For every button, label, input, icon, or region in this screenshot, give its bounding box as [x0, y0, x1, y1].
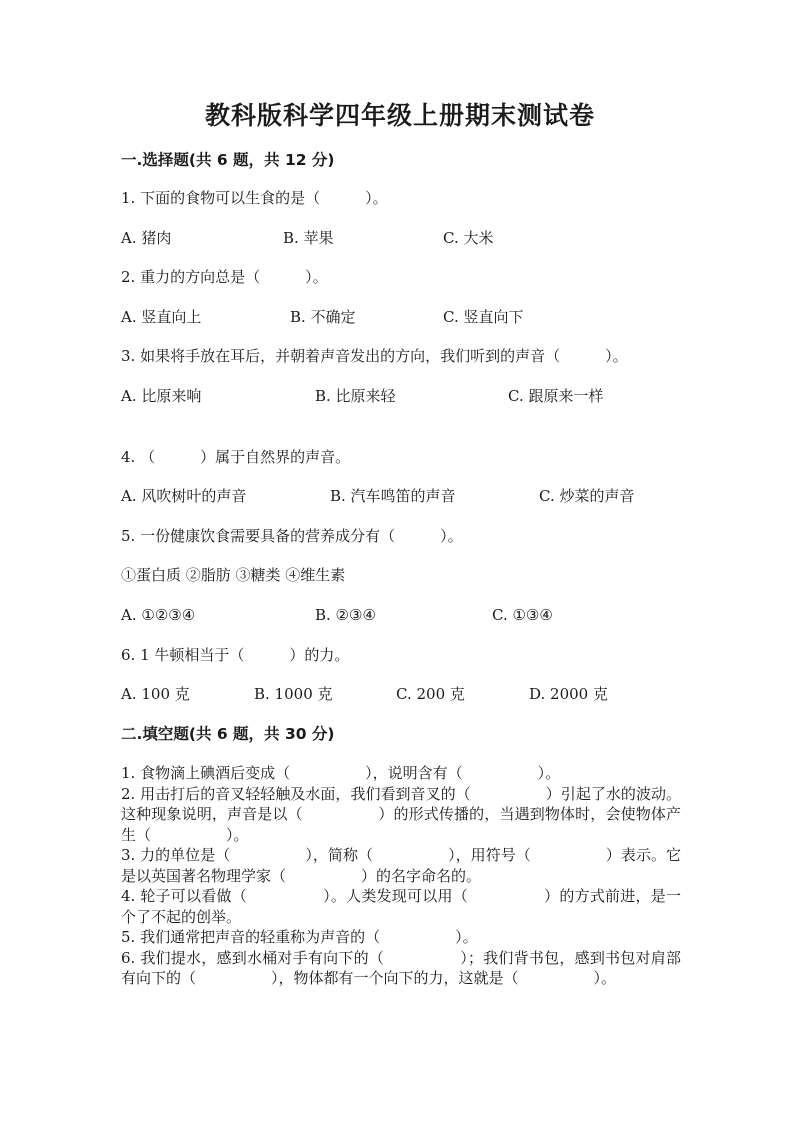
q3-option-c: C. 跟原来一样 [508, 387, 604, 405]
q3-option-a: A. 比原来响 [121, 387, 202, 405]
q3-option-b: B. 比原来轻 [315, 387, 396, 405]
q2-option-c: C. 竖直向下 [443, 308, 524, 326]
q2-option-b: B. 不确定 [290, 308, 356, 326]
q5-option-b: B. ②③④ [315, 606, 376, 624]
fill-in-list [121, 763, 681, 989]
question-4-stem: 4. （ ）属于自然界的声音。 [121, 448, 351, 466]
q4-option-a: A. 风吹树叶的声音 [121, 487, 247, 505]
q5-option-c: C. ①③④ [492, 606, 553, 624]
question-2-stem: 2. 重力的方向总是（ ）。 [121, 268, 328, 286]
q6-option-c: C. 200 克 [396, 685, 465, 703]
question-6-stem: 6. 1 牛顿相当于（ ）的力。 [121, 646, 350, 664]
fill-item-1: 1. 食物滴上碘酒后变成（ ），说明含有（ ）。 [121, 764, 561, 782]
exam-title: 教科版科学四年级上册期末测试卷 [204, 101, 595, 130]
q2-option-a: A. 竖直向上 [121, 308, 202, 326]
fill-item-4: 4. 轮子可以看做（ ）。人类发现可以用（ ）的方式前进，是一个了不起的创举。 [121, 887, 681, 926]
q1-option-c: C. 大米 [443, 229, 494, 247]
q4-option-c: C. 炒菜的声音 [539, 487, 635, 505]
section-heading-choice: 一.选择题(共 6 题，共 12 分) [121, 151, 335, 169]
q1-option-b: B. 苹果 [283, 229, 334, 247]
q1-option-a: A. 猪肉 [121, 229, 172, 247]
q6-option-b: B. 1000 克 [254, 685, 333, 703]
fill-item-2: 2. 用击打后的音叉轻轻触及水面，我们看到音叉的（ ）引起了水的波动。这种现象说明，声音是以（ ）的形式传播的，当遇到物体时，会使物体产生（ ）。 [121, 784, 681, 844]
fill-item-5: 5. 我们通常把声音的轻重称为声音的（ ）。 [121, 928, 478, 946]
fill-item-3: 3. 力的单位是（ ），简称（ ），用符号（ ）表示。它是以英国著名物理学家（ ）的名字命名的。 [121, 846, 681, 885]
question-1-stem: 1. 下面的食物可以生食的是（ ）。 [121, 189, 388, 207]
q6-option-a: A. 100 克 [121, 685, 190, 703]
question-5-stem: 5. 一份健康饮食需要具备的营养成分有（ ）。 [121, 527, 463, 545]
q5-option-a: A. ①②③④ [121, 606, 196, 624]
fill-item-6: 6. 我们提水，感到水桶对手有向下的（ ）；我们背书包，感到书包对肩部有向下的（ ），物体都有一个向下的力，这就是（ ）。 [121, 948, 681, 987]
q6-option-d: D. 2000 克 [529, 685, 608, 703]
q4-option-b: B. 汽车鸣笛的声音 [330, 487, 456, 505]
question-3-stem: 3. 如果将手放在耳后，并朝着声音发出的方向，我们听到的声音（ ）。 [121, 347, 628, 365]
question-5-note: ①蛋白质 ②脂肪 ③糖类 ④维生素 [121, 566, 346, 584]
section-heading-fill: 二.填空题(共 6 题，共 30 分) [121, 725, 335, 743]
